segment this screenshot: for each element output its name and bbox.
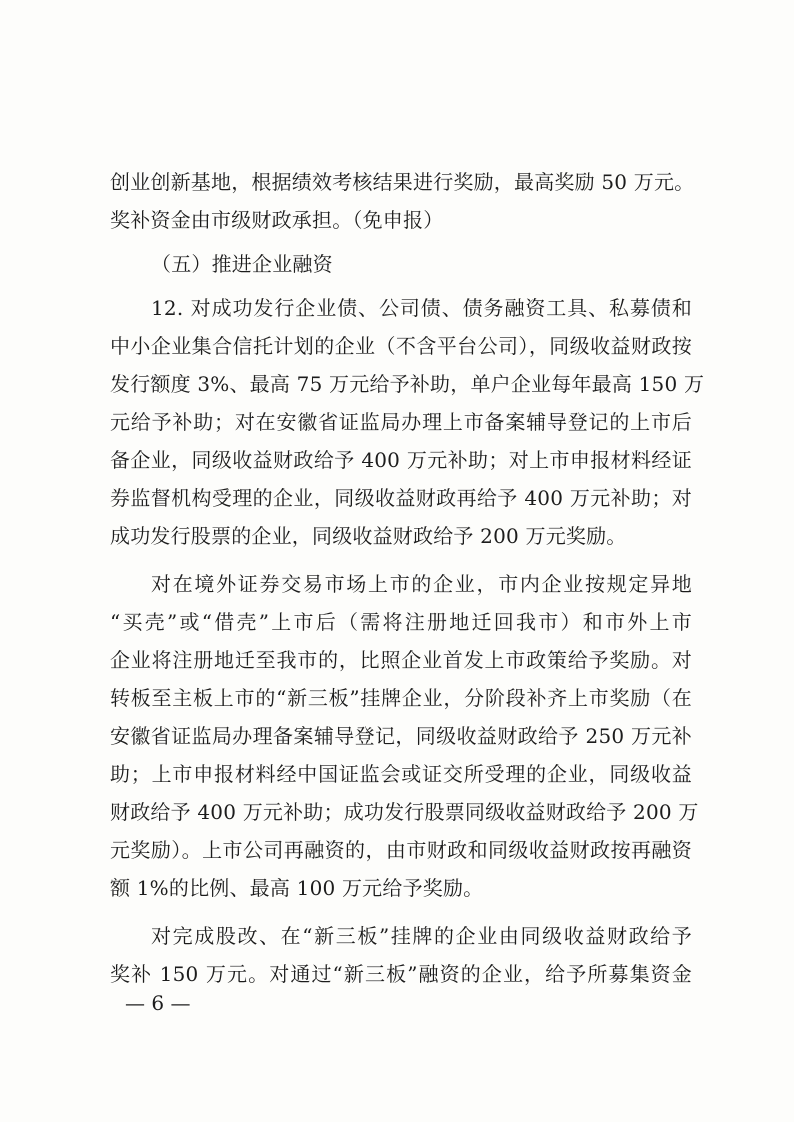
text-line: 元奖励）。上市公司再融资的，由市财政和同级收益财政按再融资 — [110, 838, 692, 862]
text-line: 券监督机构受理的企业，同级收益财政再给予 400 万元补助；对 — [110, 486, 692, 510]
text-line: 额 1%的比例、最高 100 万元给予奖励。 — [110, 876, 484, 900]
heading-line: （五）推进企业融资 — [151, 252, 333, 276]
text-line: 12. 对成功发行企业债、公司债、债务融资工具、私募债和 — [151, 296, 692, 320]
paragraph-new-third-board — [110, 917, 692, 993]
text-line: 助；上市申报材料经中国证监会或证交所受理的企业，同级收益 — [110, 762, 692, 786]
text-line: 对完成股改、在“新三板”挂牌的企业由同级收益财政给予 — [151, 924, 692, 948]
text-line: 成功发行股票的企业，同级收益财政给予 200 万元奖励。 — [110, 524, 627, 548]
text-line: “买壳”或“借壳”上市后（需将注册地迁回我市）和市外上市 — [110, 610, 692, 634]
paragraph-continuation — [110, 163, 695, 239]
text-line: 创业创新基地，根据绩效考核结果进行奖励，最高奖励 50 万元。 — [110, 170, 695, 194]
text-line: 对在境外证券交易市场上市的企业，市内企业按规定异地 — [151, 572, 692, 596]
text-line: 安徽省证监局办理备案辅导登记，同级收益财政给予 250 万元补 — [110, 724, 692, 748]
page-number: — 6 — — [125, 991, 191, 1015]
body-text — [110, 163, 705, 993]
section-heading — [110, 245, 692, 283]
text-line: 备企业，同级收益财政给予 400 万元补助；对上市申报材料经证 — [110, 448, 692, 472]
text-line: 企业将注册地迁至我市的，比照企业首发上市政策给予奖励。对 — [110, 648, 692, 672]
text-line: 奖补资金由市级财政承担。（免申报） — [110, 208, 444, 232]
text-line: 转板至主板上市的“新三板”挂牌企业，分阶段补齐上市奖励（在 — [110, 686, 692, 710]
paragraph-item-12 — [110, 289, 705, 555]
text-line: 发行额度 3%、最高 75 万元给予补助，单户企业每年最高 150 万 — [110, 372, 705, 396]
text-line: 财政给予 400 万元补助；成功发行股票同级收益财政给予 200 万 — [110, 800, 699, 824]
paragraph-overseas-listing — [110, 565, 699, 907]
text-line: 奖补 150 万元。对通过“新三板”融资的企业，给予所募集资金 — [110, 962, 692, 986]
text-line: 中小企业集合信托计划的企业（不含平台公司），同级收益财政按 — [110, 334, 692, 358]
text-line: 元给予补助；对在安徽省证监局办理上市备案辅导登记的上市后 — [110, 410, 692, 434]
